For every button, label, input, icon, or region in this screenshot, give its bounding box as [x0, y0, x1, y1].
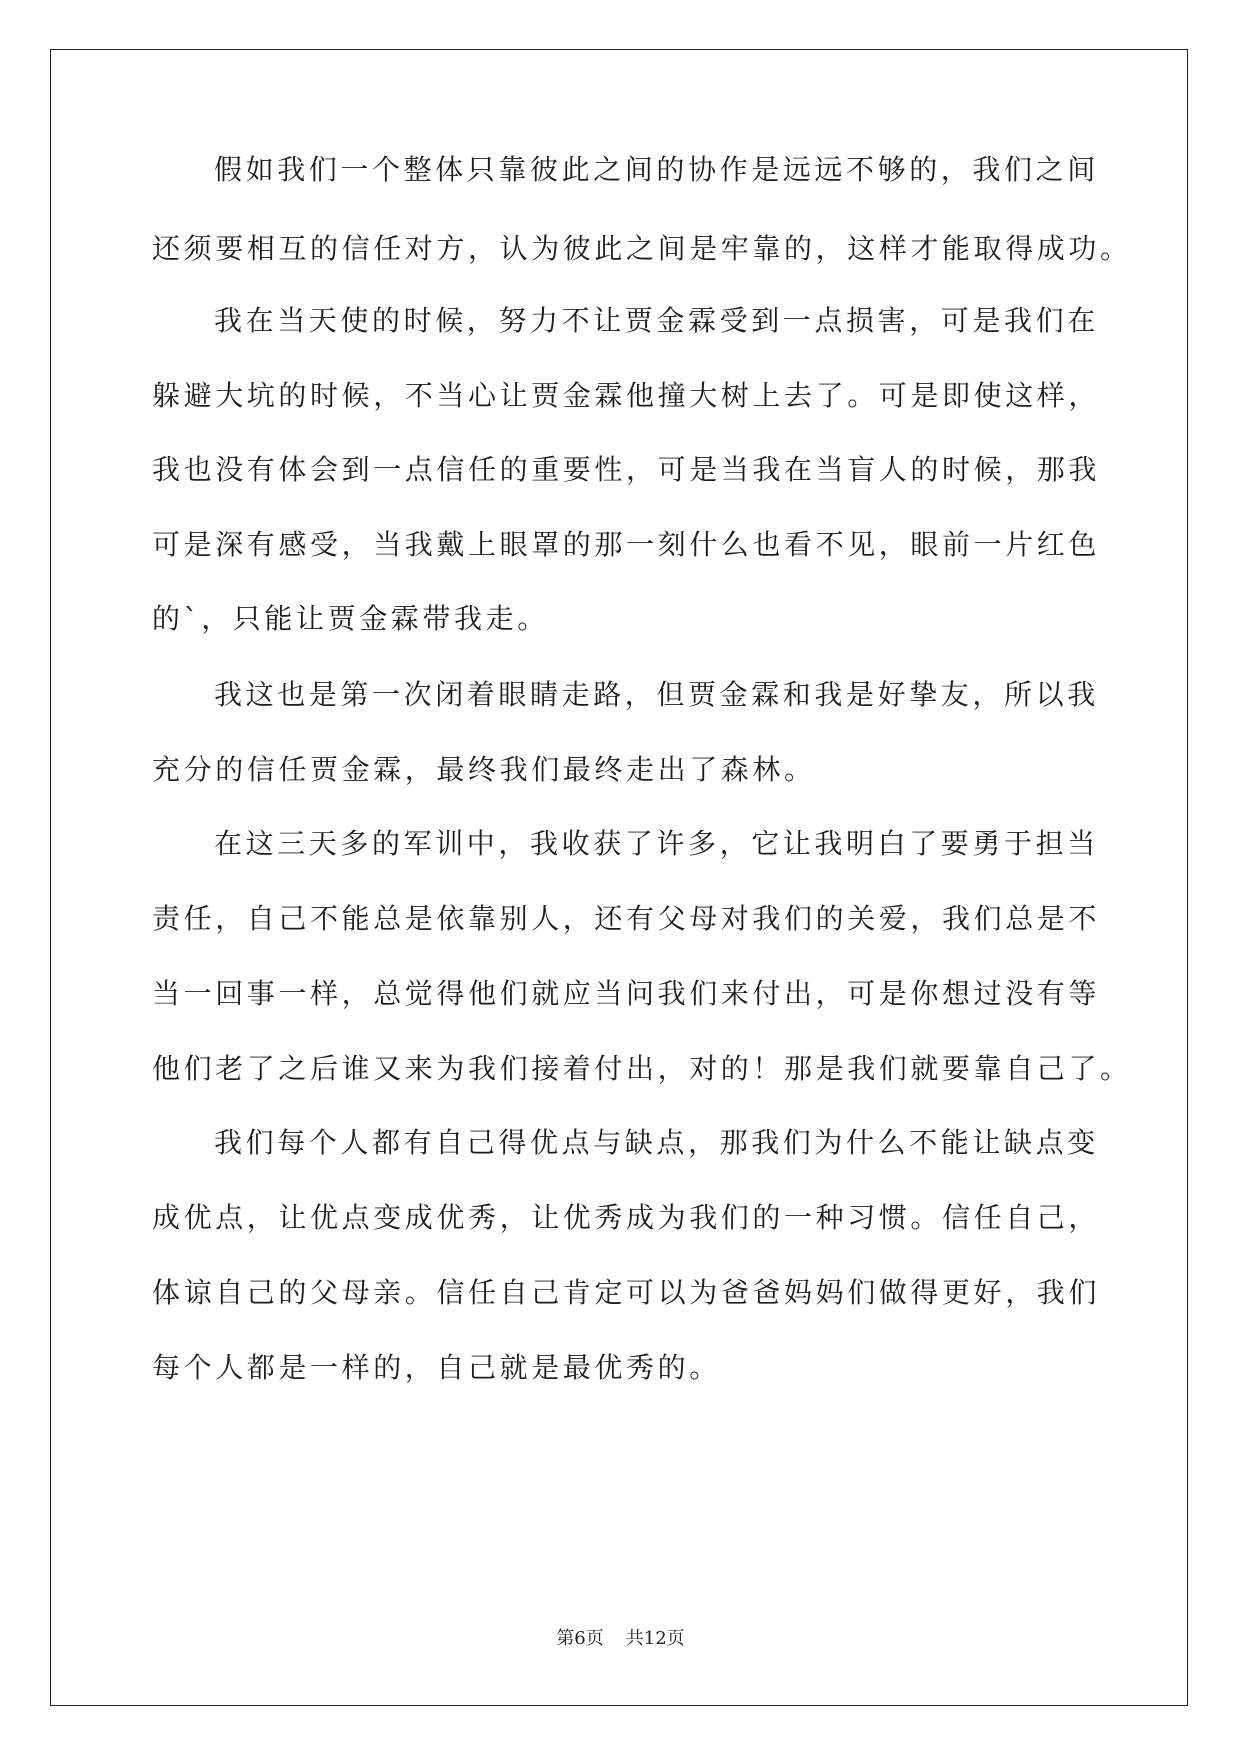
page-total: 共12页: [625, 1628, 685, 1649]
paragraph-5-line-2: 成优点，让优点变成优秀，让优秀成为我们的一种习惯。信任自己，: [152, 1201, 1101, 1234]
paragraph-5-line-1: 我们每个人都有自己得优点与缺点，那我们为什么不能让缺点变: [214, 1126, 1099, 1159]
paragraph-4-line-4: 他们老了之后谁又来为我们接着付出，对的！那是我们就要靠自己了。: [152, 1052, 1132, 1085]
paragraph-4-line-2: 责任，自己不能总是依靠别人，还有父母对我们的关爱，我们总是不: [152, 902, 1101, 935]
paragraph-1-line-1: 假如我们一个整体只靠彼此之间的协作是远远不够的，我们之间: [214, 153, 1099, 186]
paragraph-2-line-4: 可是深有感受，当我戴上眼罩的那一刻什么也看不见，眼前一片红色: [152, 528, 1101, 561]
paragraph-4-line-1: 在这三天多的军训中，我收获了许多，它让我明白了要勇于担当: [214, 827, 1099, 860]
paragraph-5-line-3: 体谅自己的父母亲。信任自己肯定可以为爸爸妈妈们做得更好，我们: [152, 1276, 1101, 1309]
paragraph-1-line-2: 还须要相互的信任对方，认为彼此之间是牢靠的，这样才能取得成功。: [152, 232, 1132, 265]
paragraph-4-line-3: 当一回事一样，总觉得他们就应当问我们来付出，可是你想过没有等: [152, 977, 1101, 1010]
page-footer: [0, 1627, 1241, 1651]
page-border: [50, 49, 1188, 1706]
paragraph-2-line-1: 我在当天使的时候，努力不让贾金霖受到一点损害，可是我们在: [214, 304, 1099, 337]
paragraph-3-line-2: 充分的信任贾金霖，最终我们最终走出了森林。: [152, 753, 816, 786]
paragraph-2-line-2: 躲避大坑的时候，不当心让贾金霖他撞大树上去了。可是即使这样，: [152, 379, 1101, 412]
paragraph-2-line-5: 的`，只能让贾金霖带我走。: [152, 602, 549, 635]
paragraph-2-line-3: 我也没有体会到一点信任的重要性，可是当我在当盲人的时候，那我: [152, 453, 1101, 486]
paragraph-3-line-1: 我这也是第一次闭着眼睛走路，但贾金霖和我是好挚友，所以我: [214, 678, 1099, 711]
paragraph-5-line-4: 每个人都是一样的，自己就是最优秀的。: [152, 1351, 721, 1384]
page-number: 第6页: [556, 1628, 604, 1649]
